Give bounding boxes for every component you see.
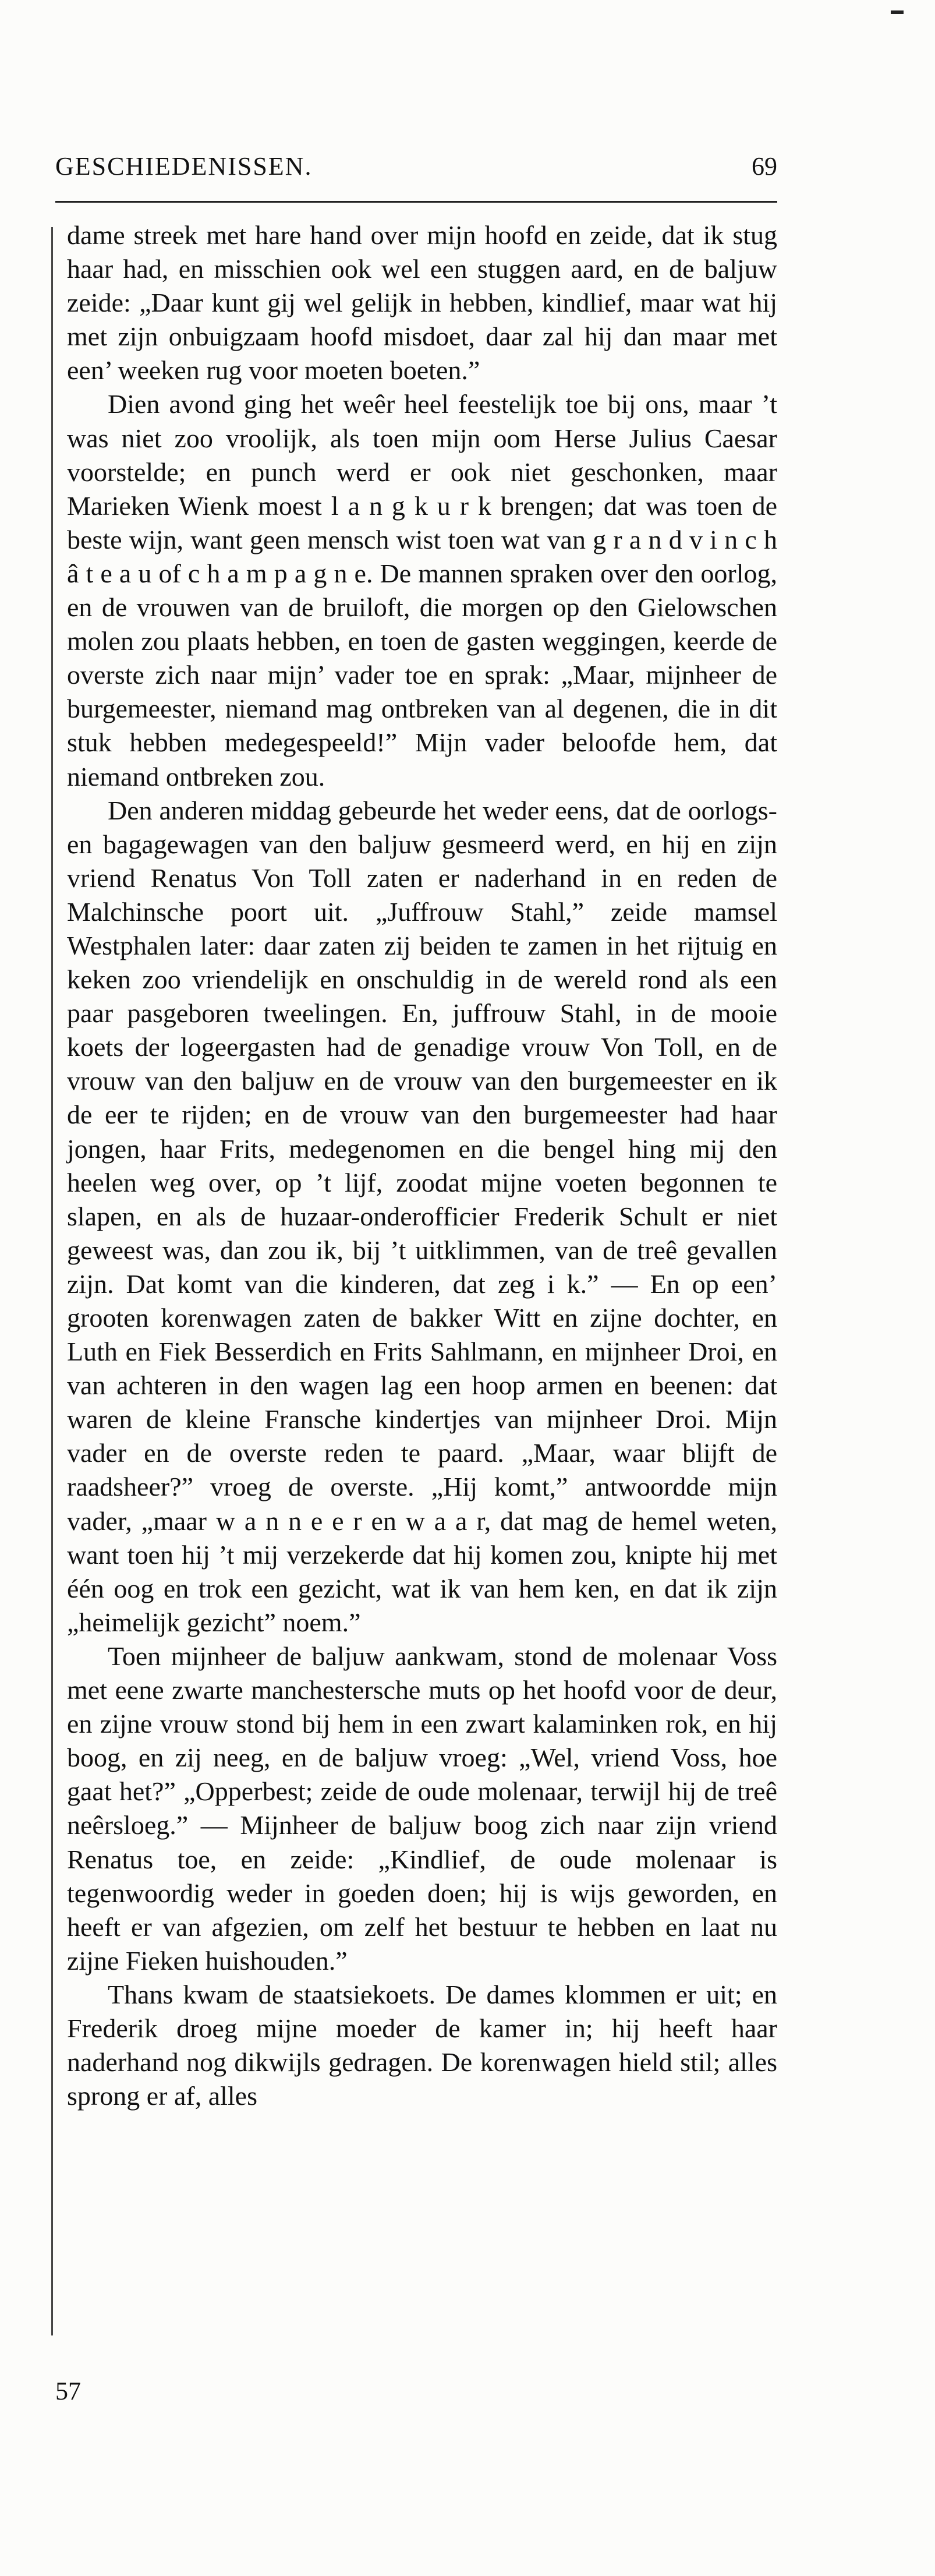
paragraph: Thans kwam de staatsiekoets. De dames klommen er uit; en Frederik droeg mijne moeder de kamer in; hij heeft haar naderhand nog dikwijls gedragen. De korenwagen hield stil; alles sprong er af, alles	[67, 1979, 777, 2111]
paragraph: Toen mijnheer de baljuw aankwam, stond de molenaar Voss met eene zwarte manchestersche muts op het hoofd voor de deur, en zijne vrouw stond bij hem in een zwart kalaminken rok, en hij boog, en zij neeg, en de baljuw vroeg: „Wel, vriend Voss, hoe gaat het?” „Opperbest; zeide de oude molenaar, terwijl hij de treê neêrsloeg.” — Mijnheer de baljuw boog zich naar zijn vriend Renatus toe, en zeide: „Kindlief, de oude molenaar is tegenwoordig weder in goeden doen; hij is wijs geworden, en heeft er van afgezien, om zelf het bestuur te hebben en laat nu zijne Fieken huishouden.”	[67, 1641, 777, 1976]
margin-rule	[51, 227, 53, 2335]
paragraph: Den anderen middag gebeurde het weder eens, dat de oorlogs- en bagagewagen van den baljuw gesmeerd werd, en hij en zijn vriend Renatus Von Toll zaten er naderhand in en reden de Malchinsche poort uit. „Juffrouw Stahl,” zeide mamsel Westphalen later: daar zaten zij beiden te zamen in het rijtuig en keken zoo vriendelijk en onschuldig in de wereld rond als een paar pasgeboren tweelingen. En, juffrouw Stahl, in de mooie koets der logeergasten had de genadige vrouw Von Toll, en de vrouw van den baljuw en de vrouw van den burgemeester en ik de eer te rijden; en de vrouw van den burgemeester had haar jongen, haar Frits, medegenomen en die bengel hing mij den heelen weg over, op ’t lijf, zoodat mijne voeten begonnen te slapen, en als de huzaar-onderofficier Frederik Schult er niet geweest was, dan zou ik, bij ’t uitklimmen, van de treê gevallen zijn. Dat komt van die kinderen, dat zeg i k.” — En op een’ grooten korenwagen zaten de bakker Witt en zijne dochter, en Luth en Fiek Besserdich en Frits Sahlmann, en mijnheer Droi, en van achteren in den wagen lag een hoop armen en beenen: dat waren de kleine Fransche kindertjes van mijnheer Droi. Mijn vader en de overste reden te paard. „Maar, waar blijft de raadsheer?” vroeg de overste. „Hij komt,” antwoordde mijn vader, „maar w a n n e e r en w a a r, dat mag de hemel weten, want toen hij ’t mij verzekerde dat hij komen zou, knipte hij met één oog en trok een gezicht, wat ik van hem ken, en dat ik zijn „heimelijk gezicht” noem.”	[67, 795, 777, 1637]
header-rule	[55, 201, 777, 203]
paragraph: dame streek met hare hand over mijn hoofd en zeide, dat ik stug haar had, en misschien ook wel een stuggen aard, en de baljuw zeide: „Daar kunt gij wel gelijk in hebben, kindlief, maar wat hij met zijn onbuigzaam hoofd misdoet, daar zal hij dan maar met een’ weeken rug voor moeten boeten.”	[67, 220, 777, 386]
page-number: 69	[752, 152, 777, 181]
corner-mark	[891, 10, 904, 14]
page-header	[55, 146, 777, 186]
signature-mark: 57	[55, 2377, 81, 2405]
paragraph: Dien avond ging het weêr heel feestelijk toe bij ons, maar ’t was niet zoo vroolijk, als toen mijn oom Herse Julius Caesar voorstelde; en punch werd er ook niet geschonken, maar Marieken Wienk moest l a n g k u r k brengen; dat was toen de beste wijn, want geen mensch wist toen wat van g r a n d v i n c h â t e a u of c h a m p a g n e. De mannen spraken over den oorlog, en de vrouwen van de bruiloft, die morgen op den Gielowschen molen zou plaats hebben, en toen de gasten weggingen, keerde de overste zich naar mijn’ vader toe en sprak: „Maar, mijnheer de burgemeester, niemand mag ontbreken van al degenen, die in dit stuk hebben medegespeeld!” Mijn vader beloofde hem, dat niemand ontbreken zou.	[67, 389, 777, 791]
running-title: GESCHIEDENISSEN.	[55, 152, 313, 181]
body-text	[67, 218, 777, 2113]
